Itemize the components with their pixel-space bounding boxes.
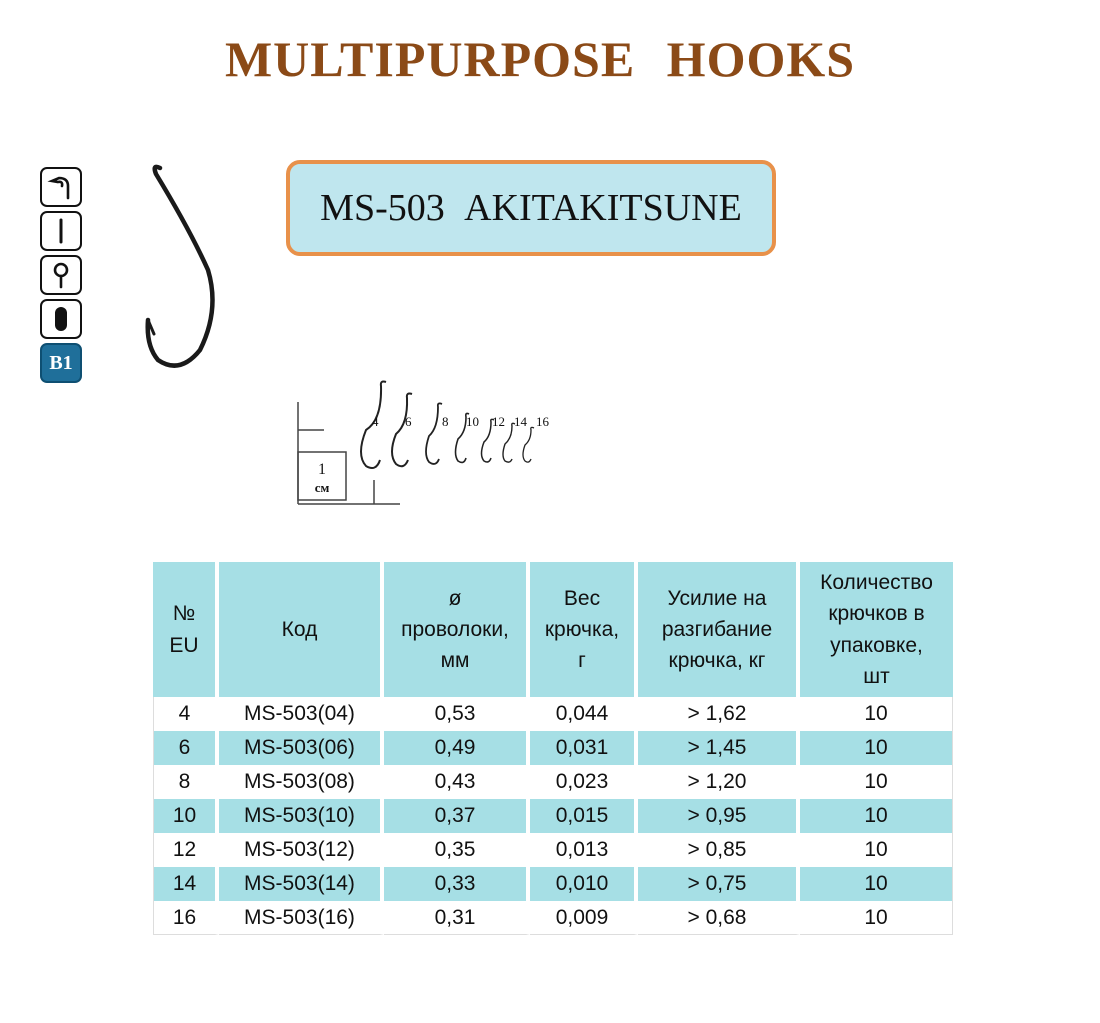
table-row	[153, 867, 953, 901]
cell-pack-count: 10	[800, 799, 953, 833]
scale-hook-14	[503, 423, 515, 462]
scale-size-label: 8	[442, 414, 449, 429]
barbed-point-icon	[40, 167, 82, 207]
cell-size: 12	[153, 833, 219, 867]
cell-wire-diameter: 0,37	[384, 799, 530, 833]
spec-table	[153, 562, 953, 935]
cell-weight: 0,015	[530, 799, 638, 833]
cell-wire-diameter: 0,31	[384, 901, 530, 935]
cell-bend-force: > 1,20	[638, 765, 800, 799]
cell-weight: 0,044	[530, 697, 638, 731]
col-header-code: Код	[219, 562, 384, 697]
scale-reference-number: 1	[318, 461, 326, 478]
model-name-box	[286, 160, 776, 256]
cell-pack-count: 10	[800, 731, 953, 765]
cell-size: 8	[153, 765, 219, 799]
scale-hook-6	[392, 394, 412, 467]
cell-pack-count: 10	[800, 867, 953, 901]
table-row	[153, 901, 953, 935]
page-title: MULTIPURPOSE HOOKS	[224, 31, 856, 87]
cell-weight: 0,013	[530, 833, 638, 867]
table-row	[153, 765, 953, 799]
table-row	[153, 697, 953, 731]
cell-bend-force: > 0,95	[638, 799, 800, 833]
scale-size-label: 14	[514, 414, 527, 429]
scale-reference-unit: см	[314, 480, 330, 495]
cell-weight: 0,023	[530, 765, 638, 799]
scale-size-label: 6	[405, 414, 412, 429]
model-name: MS-503 AKITAKITSUNE	[320, 187, 742, 229]
feature-icon-strip	[40, 167, 86, 383]
cell-wire-diameter: 0,49	[384, 731, 530, 765]
cell-wire-diameter: 0,33	[384, 867, 530, 901]
table-row	[153, 799, 953, 833]
cell-weight: 0,009	[530, 901, 638, 935]
cell-size: 14	[153, 867, 219, 901]
cell-code: MS-503(06)	[219, 731, 384, 765]
black-finish-icon	[40, 299, 82, 339]
scale-size-label: 12	[492, 414, 505, 429]
straight-shank-icon	[40, 211, 82, 251]
cell-bend-force: > 1,62	[638, 697, 800, 731]
table-header-row	[153, 562, 953, 697]
cell-weight: 0,010	[530, 867, 638, 901]
scale-hook-16	[523, 427, 534, 462]
scale-size-label: 16	[536, 414, 549, 429]
cell-pack-count: 10	[800, 901, 953, 935]
scale-size-label: 4	[372, 414, 379, 429]
cell-code: MS-503(16)	[219, 901, 384, 935]
cell-code: MS-503(10)	[219, 799, 384, 833]
ring-eye-icon	[40, 255, 82, 295]
cell-code: MS-503(12)	[219, 833, 384, 867]
cell-weight: 0,031	[530, 731, 638, 765]
cell-bend-force: > 0,75	[638, 867, 800, 901]
cell-code: MS-503(04)	[219, 697, 384, 731]
size-scale-diagram	[290, 380, 580, 510]
cell-pack-count: 10	[800, 765, 953, 799]
cell-wire-diameter: 0,53	[384, 697, 530, 731]
col-header-weight: Вес крючка, г	[530, 562, 638, 697]
table-row	[153, 833, 953, 867]
col-header-size: № EU	[153, 562, 219, 697]
col-header-bend-force: Усилие на разгибание крючка, кг	[638, 562, 800, 697]
cell-size: 16	[153, 901, 219, 935]
cell-wire-diameter: 0,43	[384, 765, 530, 799]
cell-size: 10	[153, 799, 219, 833]
cell-pack-count: 10	[800, 833, 953, 867]
wire-badge: B1	[40, 343, 82, 383]
scale-hook-8	[426, 403, 442, 463]
col-header-wire-diameter: ø проволоки, мм	[384, 562, 530, 697]
cell-bend-force: > 0,68	[638, 901, 800, 935]
hook-illustration	[130, 160, 230, 380]
table-row	[153, 731, 953, 765]
scale-size-label: 10	[466, 414, 479, 429]
cell-code: MS-503(14)	[219, 867, 384, 901]
col-header-pack-count: Количество крючков в упаковке, шт	[800, 562, 953, 697]
cell-wire-diameter: 0,35	[384, 833, 530, 867]
cell-bend-force: > 1,45	[638, 731, 800, 765]
cell-bend-force: > 0,85	[638, 833, 800, 867]
cell-pack-count: 10	[800, 697, 953, 731]
cell-size: 4	[153, 697, 219, 731]
cell-code: MS-503(08)	[219, 765, 384, 799]
cell-size: 6	[153, 731, 219, 765]
